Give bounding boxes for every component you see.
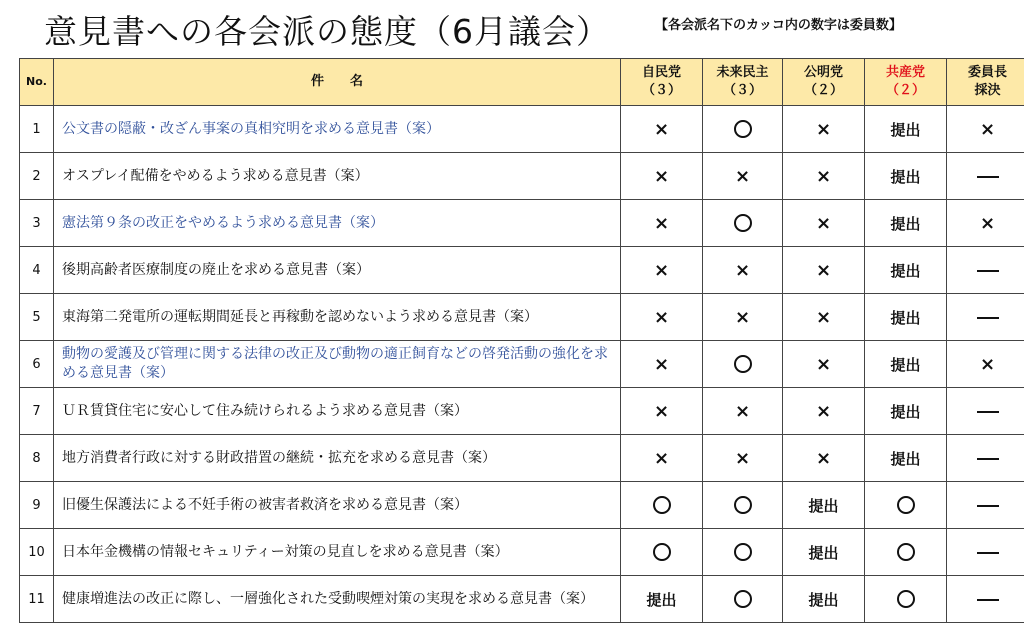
- row-title: 憲法第９条の改正をやめるよう求める意見書（案）: [54, 200, 621, 247]
- row-title: 健康増進法の改正に際し、一層強化された受動喫煙対策の実現を求める意見書（案）: [54, 576, 621, 623]
- row-number: 10: [20, 529, 54, 576]
- vote-table: [19, 58, 1024, 623]
- approve-circle-icon: [734, 214, 752, 232]
- vote-cell: [703, 482, 783, 529]
- vote-cell: [947, 247, 1024, 294]
- no-vote-dash-icon: [977, 599, 999, 601]
- submitted-label: 提出: [890, 261, 921, 280]
- submitted-label: 提出: [890, 214, 921, 233]
- oppose-mark: ×: [815, 165, 832, 187]
- no-vote-dash-icon: [977, 317, 999, 319]
- oppose-mark: ×: [653, 118, 670, 140]
- row-number: 3: [20, 200, 54, 247]
- vote-cell: [947, 294, 1024, 341]
- vote-cell: [947, 153, 1024, 200]
- oppose-mark: ×: [653, 165, 670, 187]
- submitted-label: 提出: [646, 590, 677, 609]
- vote-cell: [947, 576, 1024, 623]
- no-vote-dash-icon: [977, 458, 999, 460]
- vote-cell: [865, 435, 947, 482]
- vote-cell: [947, 341, 1024, 388]
- oppose-mark: ×: [734, 400, 751, 422]
- vote-table-body: [20, 106, 1024, 623]
- row-number: 1: [20, 106, 54, 153]
- vote-cell: [703, 341, 783, 388]
- party-name: 共産党: [885, 65, 925, 80]
- no-vote-dash-icon: [977, 552, 999, 554]
- submitted-label: 提出: [890, 355, 921, 374]
- party-name: 未来民主: [716, 65, 769, 80]
- oppose-mark: ×: [653, 212, 670, 234]
- approve-circle-icon: [897, 543, 915, 561]
- oppose-mark: ×: [979, 353, 996, 375]
- row-title: 東海第二発電所の運転期間延長と再稼動を認めないよう求める意見書（案）: [54, 294, 621, 341]
- vote-cell: [703, 106, 783, 153]
- vote-cell: [783, 576, 865, 623]
- party-count: 採決: [974, 83, 1001, 98]
- vote-cell: [947, 200, 1024, 247]
- approve-circle-icon: [653, 496, 671, 514]
- oppose-mark: ×: [979, 118, 996, 140]
- approve-circle-icon: [653, 543, 671, 561]
- vote-cell: [783, 247, 865, 294]
- vote-cell: [703, 576, 783, 623]
- vote-cell: [703, 435, 783, 482]
- vote-cell: [703, 247, 783, 294]
- row-number: 11: [20, 576, 54, 623]
- approve-circle-icon: [897, 590, 915, 608]
- vote-cell: [865, 294, 947, 341]
- oppose-mark: ×: [653, 447, 670, 469]
- table-row: [20, 388, 1024, 435]
- row-number: 4: [20, 247, 54, 294]
- party-name: 公明党: [803, 65, 843, 80]
- header-party: [621, 59, 703, 106]
- party-count: （２）: [885, 83, 925, 98]
- vote-cell: [783, 435, 865, 482]
- oppose-mark: ×: [734, 165, 751, 187]
- vote-cell: [865, 388, 947, 435]
- no-vote-dash-icon: [977, 505, 999, 507]
- header-party: [783, 59, 865, 106]
- vote-cell: [621, 388, 703, 435]
- vote-cell: [783, 529, 865, 576]
- vote-cell: [865, 247, 947, 294]
- approve-circle-icon: [734, 120, 752, 138]
- no-vote-dash-icon: [977, 411, 999, 413]
- row-title: 日本年金機構の情報セキュリティー対策の見直しを求める意見書（案）: [54, 529, 621, 576]
- submitted-label: 提出: [808, 543, 839, 562]
- no-vote-dash-icon: [977, 270, 999, 272]
- vote-cell: [703, 529, 783, 576]
- row-title: 後期高齢者医療制度の廃止を求める意見書（案）: [54, 247, 621, 294]
- vote-cell: [865, 482, 947, 529]
- approve-circle-icon: [734, 543, 752, 561]
- party-name: 委員長: [967, 65, 1007, 80]
- table-row: [20, 294, 1024, 341]
- no-vote-dash-icon: [977, 176, 999, 178]
- vote-cell: [621, 247, 703, 294]
- vote-cell: [783, 341, 865, 388]
- oppose-mark: ×: [734, 447, 751, 469]
- vote-cell: [783, 200, 865, 247]
- table-row: [20, 200, 1024, 247]
- header-party: [703, 59, 783, 106]
- oppose-mark: ×: [734, 306, 751, 328]
- vote-cell: [621, 341, 703, 388]
- vote-cell: [703, 388, 783, 435]
- approve-circle-icon: [897, 496, 915, 514]
- submitted-label: 提出: [808, 496, 839, 515]
- vote-cell: [621, 106, 703, 153]
- vote-cell: [621, 153, 703, 200]
- oppose-mark: ×: [653, 259, 670, 281]
- vote-cell: [783, 153, 865, 200]
- submitted-label: 提出: [808, 590, 839, 609]
- table-row: [20, 106, 1024, 153]
- vote-cell: [947, 388, 1024, 435]
- vote-cell: [703, 294, 783, 341]
- vote-cell: [947, 106, 1024, 153]
- party-count: （３）: [641, 83, 681, 98]
- party-count: （２）: [803, 83, 843, 98]
- vote-cell: [621, 294, 703, 341]
- oppose-mark: ×: [653, 400, 670, 422]
- header-party: [865, 59, 947, 106]
- oppose-mark: ×: [815, 118, 832, 140]
- submitted-label: 提出: [890, 308, 921, 327]
- oppose-mark: ×: [653, 353, 670, 375]
- oppose-mark: ×: [815, 259, 832, 281]
- page-title: 意見書への各会派の態度（6月議会）: [44, 12, 610, 51]
- table-row: [20, 576, 1024, 623]
- row-title: ＵＲ賃貸住宅に安心して住み続けられるよう求める意見書（案）: [54, 388, 621, 435]
- oppose-mark: ×: [815, 447, 832, 469]
- header-item: 件 名: [54, 59, 621, 106]
- vote-cell: [947, 482, 1024, 529]
- vote-cell: [621, 529, 703, 576]
- oppose-mark: ×: [653, 306, 670, 328]
- vote-cell: [783, 482, 865, 529]
- vote-cell: [947, 435, 1024, 482]
- vote-cell: [865, 153, 947, 200]
- row-title: 旧優生保護法による不妊手術の被害者救済を求める意見書（案）: [54, 482, 621, 529]
- oppose-mark: ×: [815, 306, 832, 328]
- vote-cell: [865, 576, 947, 623]
- vote-cell: [947, 529, 1024, 576]
- vote-cell: [783, 106, 865, 153]
- row-number: 6: [20, 341, 54, 388]
- header-row: [20, 59, 1024, 106]
- row-number: 8: [20, 435, 54, 482]
- approve-circle-icon: [734, 590, 752, 608]
- row-title: オスプレイ配備をやめるよう求める意見書（案）: [54, 153, 621, 200]
- table-row: [20, 482, 1024, 529]
- vote-cell: [865, 106, 947, 153]
- approve-circle-icon: [734, 496, 752, 514]
- vote-cell: [621, 482, 703, 529]
- vote-cell: [621, 576, 703, 623]
- row-number: 5: [20, 294, 54, 341]
- submitted-label: 提出: [890, 449, 921, 468]
- vote-cell: [865, 200, 947, 247]
- header-note: 【各会派名下のカッコ内の数字は委員数】: [655, 18, 902, 33]
- oppose-mark: ×: [979, 212, 996, 234]
- party-name: 自民党: [641, 65, 681, 80]
- vote-cell: [703, 200, 783, 247]
- table-row: [20, 341, 1024, 388]
- row-number: 9: [20, 482, 54, 529]
- table-row: [20, 153, 1024, 200]
- oppose-mark: ×: [734, 259, 751, 281]
- table-row: [20, 529, 1024, 576]
- oppose-mark: ×: [815, 400, 832, 422]
- vote-cell: [703, 153, 783, 200]
- header-party: [947, 59, 1024, 106]
- submitted-label: 提出: [890, 120, 921, 139]
- header-no: No.: [20, 59, 54, 106]
- vote-cell: [865, 341, 947, 388]
- party-count: （３）: [722, 83, 762, 98]
- row-title: 動物の愛護及び管理に関する法律の改正及び動物の適正飼育などの啓発活動の強化を求める意見書（案）: [54, 341, 621, 388]
- submitted-label: 提出: [890, 167, 921, 186]
- table-row: [20, 247, 1024, 294]
- row-number: 2: [20, 153, 54, 200]
- submitted-label: 提出: [890, 402, 921, 421]
- vote-cell: [865, 529, 947, 576]
- row-number: 7: [20, 388, 54, 435]
- vote-cell: [783, 388, 865, 435]
- oppose-mark: ×: [815, 353, 832, 375]
- table-row: [20, 435, 1024, 482]
- approve-circle-icon: [734, 355, 752, 373]
- vote-cell: [621, 435, 703, 482]
- row-title: 地方消費者行政に対する財政措置の継続・拡充を求める意見書（案）: [54, 435, 621, 482]
- row-title: 公文書の隠蔽・改ざん事案の真相究明を求める意見書（案）: [54, 106, 621, 153]
- vote-cell: [621, 200, 703, 247]
- oppose-mark: ×: [815, 212, 832, 234]
- vote-cell: [783, 294, 865, 341]
